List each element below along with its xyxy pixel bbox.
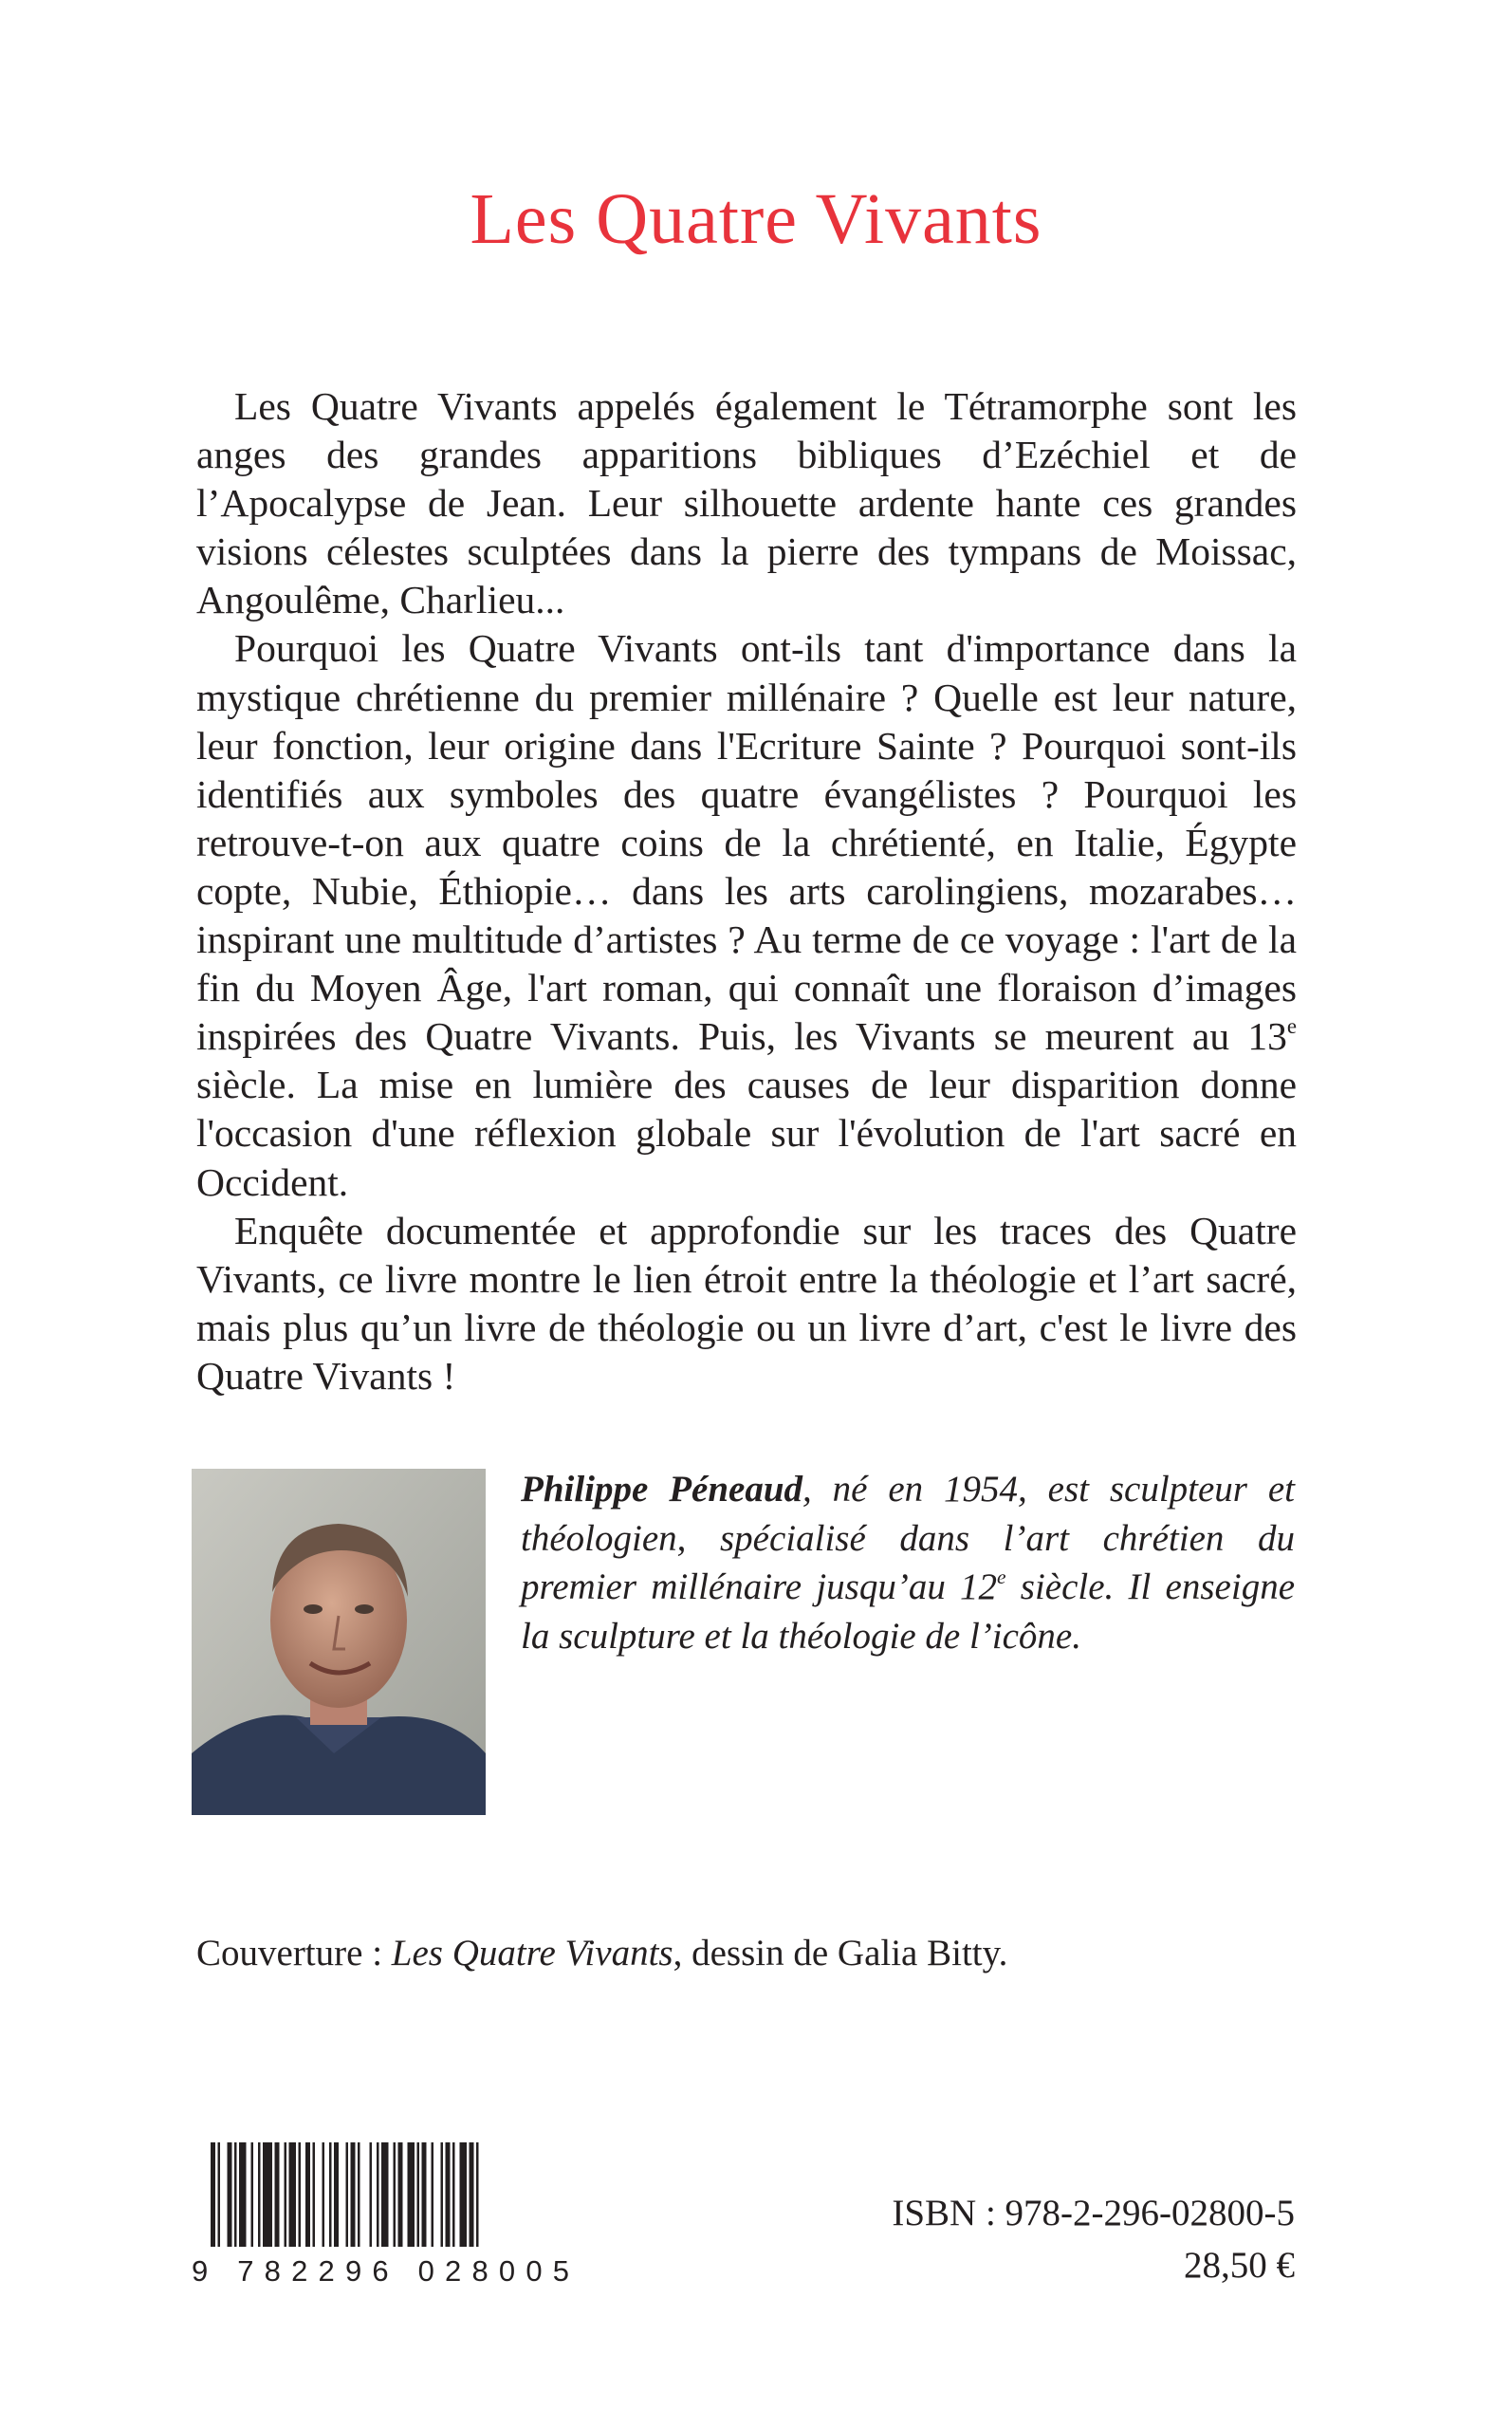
- credit-label: Couverture :: [196, 1933, 392, 1974]
- superscript: e: [997, 1565, 1006, 1588]
- author-name: Philippe Péneaud: [521, 1469, 803, 1510]
- blurb-paragraph-2: [196, 624, 1297, 1206]
- cover-credit: [196, 1932, 1007, 1974]
- author-bio-text: , né en 1954, est sculpteur et théologien, spécialisé dans l’art chrétien du premier millénaire jusqu’au 12: [521, 1469, 1296, 1607]
- author-bio: [521, 1465, 1295, 1660]
- isbn: ISBN : 978-2-296-02800-5: [892, 2193, 1295, 2233]
- book-title: Les Quatre Vivants: [470, 179, 1042, 259]
- barcode-digits: 9 782296 028005: [192, 2254, 569, 2285]
- blurb-paragraph-3: Enquête documentée et approfondie sur les traces des Quatre Vivants, ce livre montre le lien étroit entre la théologie et l’art sacré, mais plus qu’un livre de théologie ou un livre d’art, c'est le livre des Quatre Vivants !: [196, 1208, 1297, 1398]
- author-bio-rest: siècle. Il enseigne la sculpture et la théologie de l’icône.: [521, 1566, 1296, 1657]
- blurb-paragraph-2-text: Pourquoi les Quatre Vivants ont-ils tant d'importance dans la mystique chrétienne du premier millénaire ? Quelle est leur nature, leur fonction, leur origine dans l'Ecriture Sainte ? Pourquoi sont-ils identifiés aux symboles des quatre évangélistes ? Pourquoi les retrouve-t-on aux quatre coins de la chrétienté, en Italie, Égypte copte, Nubie, Éthiopie… dans les arts carolingiens, mozarabes… inspirant une multitude d’artistes ? Au terme de ce voyage : l'art de la fin du Moyen Âge, l'art roman, qui connaît une floraison d’images inspirées des Quatre Vivants. Puis, les Vivants se meurent au 13: [196, 626, 1297, 1059]
- blurb-paragraph-2-rest: siècle. La mise en lumière des causes de leur disparition donne l'occasion d'une réflexion globale sur l'évolution de l'art sacré en Occident.: [196, 1063, 1297, 1204]
- credit-rest: , dessin de Galia Bitty.: [673, 1933, 1008, 1974]
- superscript: e: [1286, 1014, 1297, 1039]
- author-photo: [192, 1469, 486, 1815]
- author-portrait: [192, 1469, 486, 1815]
- price: 28,50 €: [1184, 2245, 1295, 2286]
- credit-work-title: Les Quatre Vivants: [391, 1933, 673, 1974]
- blurb-paragraph-1: Les Quatre Vivants appelés également le Tétramorphe sont les anges des grandes apparitions bibliques d’Ezéchiel et de l’Apocalypse de Jean. Leur silhouette ardente hante ces grandes visions célestes sculptées dans la pierre des tympans de Moissac, Angoulême, Charlieu...: [196, 384, 1297, 622]
- blurb: [196, 382, 1297, 1400]
